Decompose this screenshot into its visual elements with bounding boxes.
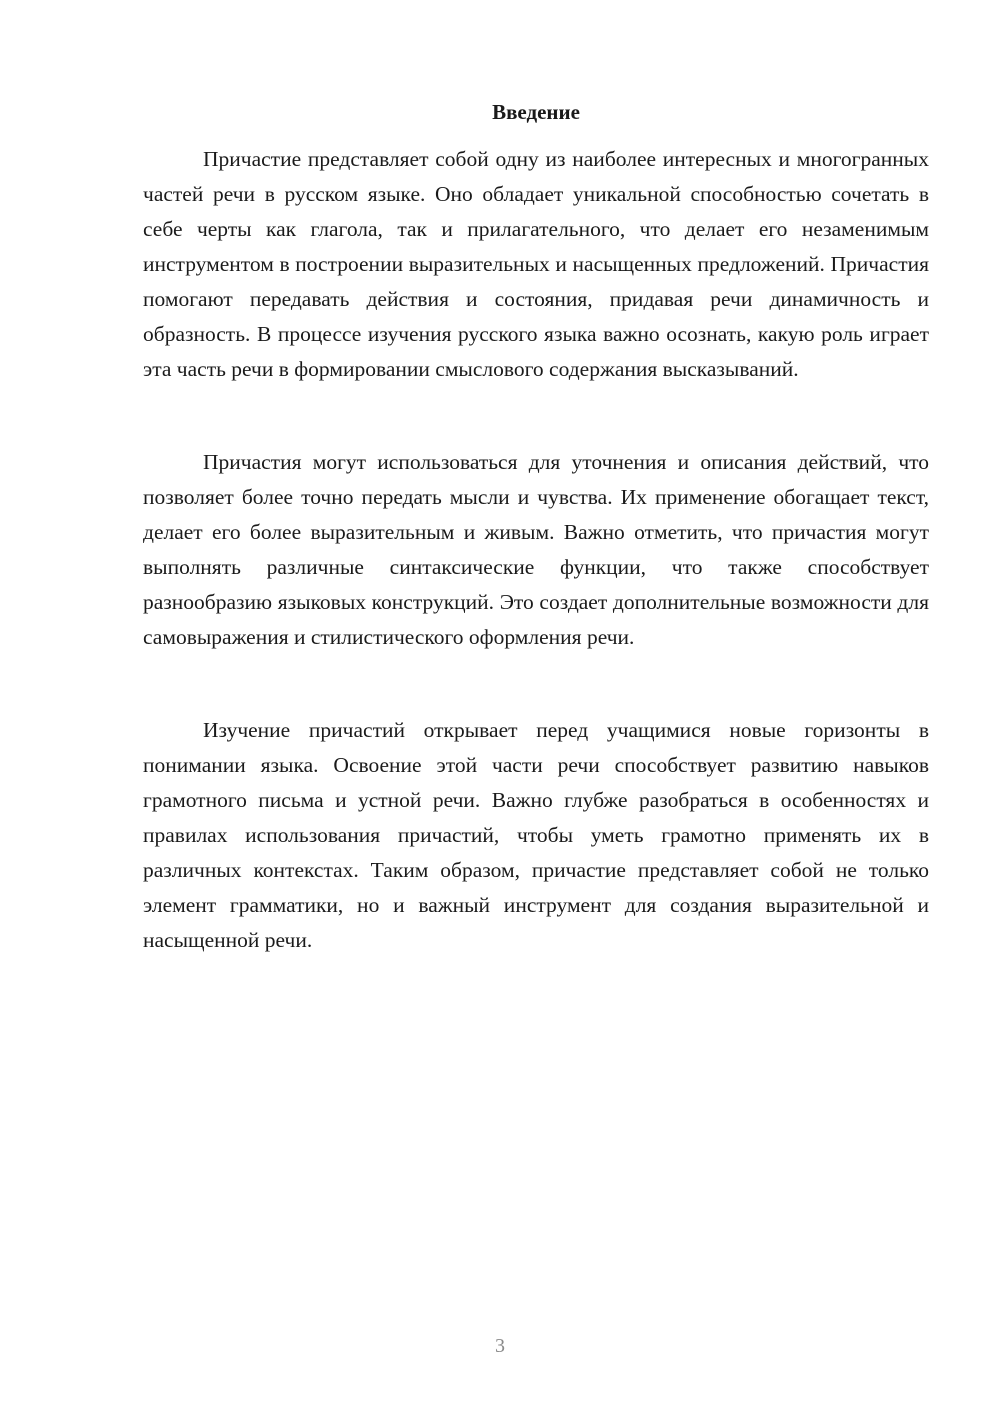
- paragraph-2: Причастия могут использоваться для уточнения и описания действий, что позволяет более точно передать мысли и чувства. Их применение обогащает текст, делает его более выразительным и живым. Важно отметить, что причастия могут выполнять различные синтаксические функции, что также способствует разнообразию языковых конструкций. Это создает дополнительные возможности для самовыражения и стилистического оформления речи.: [143, 450, 929, 649]
- paragraph-1: Причастие представляет собой одну из наиболее интересных и многогранных частей речи в русском языке. Оно обладает уникальной способностью сочетать в себе черты как глагола, так и прилагательного, что делает его незаменимым инструментом в построении выразительных и насыщенных предложений. Причастия помогают передавать действия и состояния, придавая речи динамичность и образность. В процессе изучения русского языка важно осознать, какую роль играет эта часть речи в формировании смыслового содержания высказываний.: [143, 147, 929, 381]
- section-heading: Введение: [492, 100, 580, 124]
- paragraph-3: Изучение причастий открывает перед учащимися новые горизонты в понимании языка. Освоение этой части речи способствует развитию навыков грамотного письма и устной речи. Важно глубже разобраться в особенностях и правилах использования причастий, чтобы уметь грамотно применять их в различных контекстах. Таким образом, причастие представляет собой не только элемент грамматики, но и важный инструмент для создания выразительной и насыщенной речи.: [143, 718, 929, 952]
- page-number: 3: [495, 1335, 505, 1357]
